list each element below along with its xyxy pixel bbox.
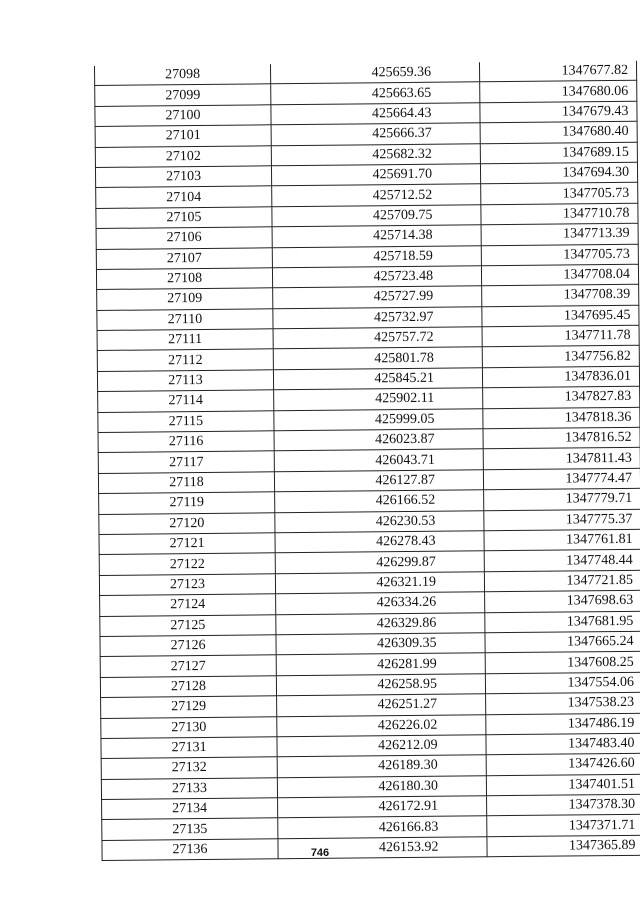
y-coordinate-cell: 1347836.01: [482, 366, 639, 388]
x-coordinate-cell: 425718.59: [272, 245, 481, 267]
y-coordinate-cell: 1347708.04: [481, 264, 638, 286]
point-id-cell: 27134: [102, 798, 278, 820]
point-id-cell: 27105: [96, 207, 272, 229]
x-coordinate-cell: 425845.21: [273, 368, 482, 390]
point-id-cell: 27127: [100, 655, 276, 677]
y-coordinate-cell: 1347695.45: [482, 305, 639, 327]
y-coordinate-cell: 1347705.73: [481, 183, 638, 205]
y-coordinate-cell: 1347554.06: [485, 672, 640, 694]
x-coordinate-cell: 426166.52: [275, 490, 484, 512]
x-coordinate-cell: 426166.83: [278, 816, 487, 838]
x-coordinate-cell: 426023.87: [274, 429, 483, 451]
point-id-cell: 27131: [101, 737, 277, 759]
x-coordinate-cell: 426251.27: [277, 694, 486, 716]
point-id-cell: 27098: [94, 64, 270, 86]
point-id-cell: 27119: [99, 492, 275, 514]
coordinate-table-body: [94, 61, 640, 861]
point-id-cell: 27104: [96, 186, 272, 208]
point-id-cell: 27133: [101, 777, 277, 799]
coordinate-table: [94, 61, 640, 861]
x-coordinate-cell: 425712.52: [272, 184, 481, 206]
point-id-cell: 27109: [97, 288, 273, 310]
y-coordinate-cell: 1347365.89: [487, 835, 640, 857]
y-coordinate-cell: 1347816.52: [483, 427, 640, 449]
point-id-cell: 27123: [99, 574, 275, 596]
point-id-cell: 27116: [98, 431, 274, 453]
point-id-cell: 27124: [100, 594, 276, 616]
point-id-cell: 27111: [97, 329, 273, 351]
page-number: 746: [310, 847, 330, 859]
point-id-cell: 27135: [102, 818, 278, 840]
y-coordinate-cell: 1347680.40: [480, 121, 637, 143]
point-id-cell: 27108: [96, 268, 272, 290]
y-coordinate-cell: 1347774.47: [483, 468, 640, 490]
x-coordinate-cell: 425666.37: [271, 123, 480, 145]
x-coordinate-cell: 426127.87: [274, 470, 483, 492]
y-coordinate-cell: 1347761.81: [484, 529, 640, 551]
x-coordinate-cell: 425709.75: [272, 205, 481, 227]
point-id-cell: 27100: [95, 105, 271, 127]
y-coordinate-cell: 1347811.43: [483, 448, 640, 470]
x-coordinate-cell: 426258.95: [276, 673, 485, 695]
point-id-cell: 27101: [95, 125, 271, 147]
y-coordinate-cell: 1347538.23: [486, 692, 640, 714]
y-coordinate-cell: 1347756.82: [482, 346, 639, 368]
x-coordinate-cell: 425902.11: [274, 388, 483, 410]
y-coordinate-cell: 1347694.30: [480, 162, 637, 184]
point-id-cell: 27112: [97, 349, 273, 371]
x-coordinate-cell: 426180.30: [277, 775, 486, 797]
y-coordinate-cell: 1347378.30: [487, 794, 640, 816]
x-coordinate-cell: 426172.91: [278, 796, 487, 818]
x-coordinate-cell: 426329.86: [276, 612, 485, 634]
coordinate-table-sheet: [94, 61, 636, 861]
y-coordinate-cell: 1347711.78: [482, 325, 639, 347]
y-coordinate-cell: 1347779.71: [484, 488, 640, 510]
x-coordinate-cell: 426212.09: [277, 735, 486, 757]
x-coordinate-cell: 426226.02: [277, 714, 486, 736]
y-coordinate-cell: 1347401.51: [486, 774, 640, 796]
point-id-cell: 27130: [101, 716, 277, 738]
y-coordinate-cell: 1347680.06: [480, 81, 637, 103]
x-coordinate-cell: 426334.26: [276, 592, 485, 614]
x-coordinate-cell: 426153.92: [278, 837, 487, 859]
y-coordinate-cell: 1347705.73: [481, 244, 638, 266]
x-coordinate-cell: 426278.43: [275, 531, 484, 553]
point-id-cell: 27126: [100, 635, 276, 657]
y-coordinate-cell: 1347713.39: [481, 223, 638, 245]
point-id-cell: 27103: [95, 166, 271, 188]
x-coordinate-cell: 425727.99: [273, 286, 482, 308]
x-coordinate-cell: 425714.38: [272, 225, 481, 247]
point-id-cell: 27129: [101, 696, 277, 718]
point-id-cell: 27128: [100, 675, 276, 697]
point-id-cell: 27115: [98, 410, 274, 432]
x-coordinate-cell: 425663.65: [271, 82, 480, 104]
x-coordinate-cell: 425682.32: [271, 143, 480, 165]
x-coordinate-cell: 426043.71: [274, 449, 483, 471]
point-id-cell: 27099: [95, 84, 271, 106]
y-coordinate-cell: 1347708.39: [482, 285, 639, 307]
point-id-cell: 27136: [102, 839, 278, 861]
x-coordinate-cell: 425732.97: [273, 306, 482, 328]
point-id-cell: 27118: [98, 472, 274, 494]
x-coordinate-cell: 425659.36: [270, 62, 479, 84]
point-id-cell: 27121: [99, 533, 275, 555]
x-coordinate-cell: 426230.53: [275, 510, 484, 532]
point-id-cell: 27132: [101, 757, 277, 779]
x-coordinate-cell: 425691.70: [271, 164, 480, 186]
y-coordinate-cell: 1347371.71: [487, 815, 640, 837]
y-coordinate-cell: 1347486.19: [486, 713, 640, 735]
y-coordinate-cell: 1347426.60: [486, 754, 640, 776]
point-id-cell: 27125: [100, 614, 276, 636]
y-coordinate-cell: 1347721.85: [484, 570, 640, 592]
point-id-cell: 27120: [99, 512, 275, 534]
x-coordinate-cell: 425999.05: [274, 408, 483, 430]
point-id-cell: 27110: [97, 308, 273, 330]
point-id-cell: 27113: [97, 370, 273, 392]
x-coordinate-cell: 425664.43: [271, 103, 480, 125]
y-coordinate-cell: 1347827.83: [483, 387, 640, 409]
point-id-cell: 27114: [98, 390, 274, 412]
x-coordinate-cell: 426299.87: [275, 551, 484, 573]
x-coordinate-cell: 425757.72: [273, 327, 482, 349]
y-coordinate-cell: 1347698.63: [485, 590, 640, 612]
x-coordinate-cell: 425723.48: [272, 266, 481, 288]
point-id-cell: 27102: [95, 145, 271, 167]
y-coordinate-cell: 1347775.37: [484, 509, 640, 531]
point-id-cell: 27106: [96, 227, 272, 249]
y-coordinate-cell: 1347483.40: [486, 733, 640, 755]
x-coordinate-cell: 425801.78: [273, 347, 482, 369]
y-coordinate-cell: 1347608.25: [485, 652, 640, 674]
y-coordinate-cell: 1347679.43: [480, 101, 637, 123]
y-coordinate-cell: 1347748.44: [484, 550, 640, 572]
y-coordinate-cell: 1347818.36: [483, 407, 640, 429]
point-id-cell: 27122: [99, 553, 275, 575]
y-coordinate-cell: 1347689.15: [480, 142, 637, 164]
x-coordinate-cell: 426189.30: [277, 755, 486, 777]
point-id-cell: 27117: [98, 451, 274, 473]
y-coordinate-cell: 1347677.82: [479, 61, 636, 82]
point-id-cell: 27107: [96, 247, 272, 269]
y-coordinate-cell: 1347710.78: [481, 203, 638, 225]
x-coordinate-cell: 426281.99: [276, 653, 485, 675]
x-coordinate-cell: 426309.35: [276, 633, 485, 655]
y-coordinate-cell: 1347681.95: [485, 611, 640, 633]
y-coordinate-cell: 1347665.24: [485, 631, 640, 653]
x-coordinate-cell: 426321.19: [275, 572, 484, 594]
